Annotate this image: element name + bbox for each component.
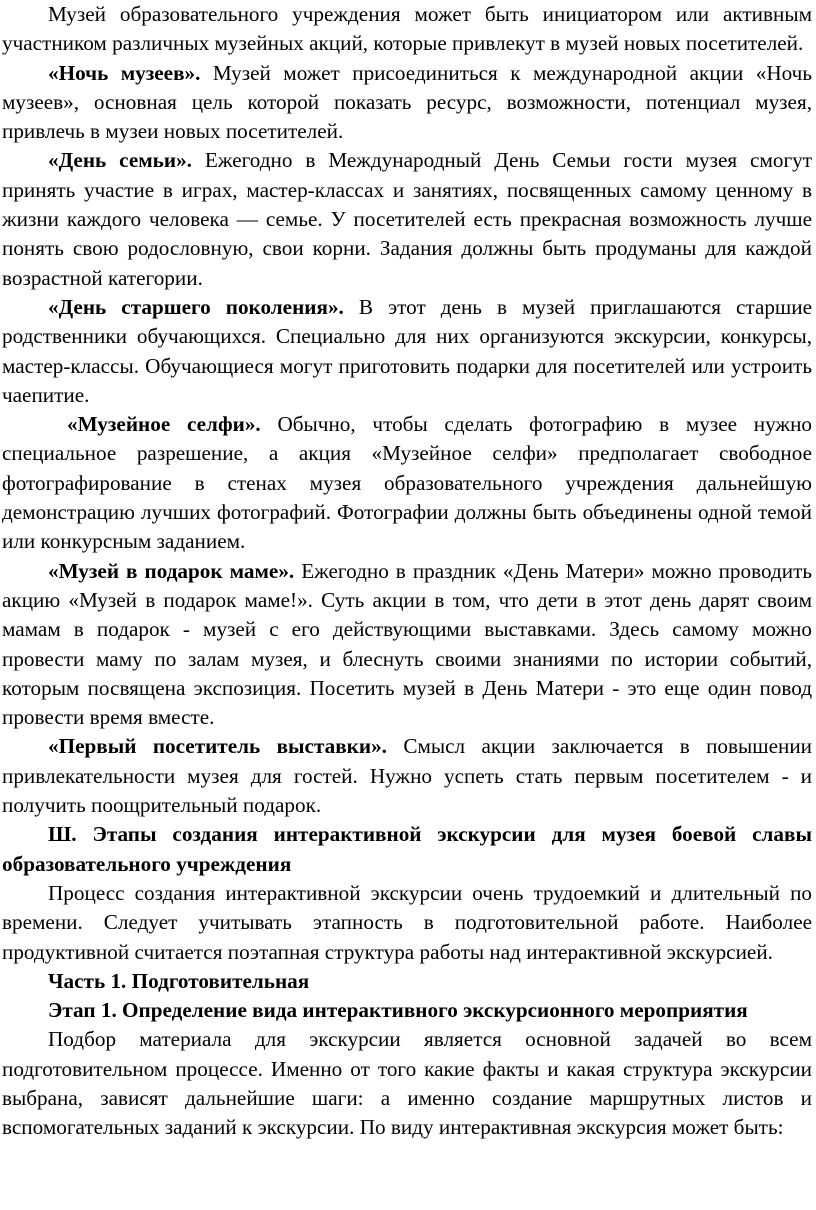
event-description: Ежегодно в Международный День Семьи гости музея смогут принять участие в играх, мастер-классах и занятиях, посвященных самому ценному в жизни каждого человека — семье. У посетителей есть прекрасная возможность лучше понять свою родословную, свои корни. Задания должны быть продуманы для каждой возрастной категории. bbox=[2, 148, 813, 290]
section-intro-text: Процесс создания интерактивной экскурсии очень трудоемкий и длительный по времени. Следует учитывать этапность в подготовительной работе. Наиболее продуктивной считается поэтапная структура работы над интерактивной экскурсией. bbox=[2, 880, 812, 964]
event-description: Ежегодно в праздник «День Матери» можно проводить акцию «Музей в подарок маме!». Суть акции в том, что дети в этот день дарят своим мамам в подарок - музей с его действующими выставками. Здесь самому можно провести маму по залам музея, и блеснуть своими знаниями по истории событий, которым посвящена экспозиция. Посетить музей в День Матери - это еще один повод провести время вместе. bbox=[2, 558, 812, 730]
event-title: «День семьи». bbox=[48, 148, 192, 173]
event-family-day bbox=[2, 146, 812, 292]
event-museum-selfie bbox=[2, 410, 812, 556]
event-title: «Первый посетитель выставки». bbox=[48, 734, 387, 759]
part-heading-text: Часть 1. Подготовительная bbox=[48, 968, 310, 993]
stage-heading-text: Этап 1. Определение вида интерактивного экскурсионного мероприятия bbox=[48, 998, 748, 1023]
event-museum-gift-mother bbox=[2, 557, 812, 733]
event-title: «Ночь музеев». bbox=[48, 60, 201, 85]
event-description: Смысл акции заключается в повышении привлекательности музея для гостей. Нужно успеть стать первым посетителем - и получить поощрительный подарок. bbox=[2, 734, 812, 818]
event-title: «День старшего поколения». bbox=[48, 294, 344, 319]
event-description: В этот день в музей приглашаются старшие родственники обучающихся. Специально для них организуются экскурсии, конкурсы, мастер-классы. Обучающиеся могут приготовить подарки для посетителей или устроить чаепитие. bbox=[2, 294, 812, 407]
stage-heading bbox=[2, 996, 812, 1025]
intro-paragraph bbox=[2, 0, 812, 59]
part-heading bbox=[2, 967, 812, 996]
section-intro-paragraph bbox=[2, 879, 812, 967]
event-night-of-museums bbox=[2, 59, 812, 147]
event-elder-generation-day bbox=[2, 293, 812, 410]
section-heading bbox=[2, 820, 812, 879]
event-first-visitor bbox=[2, 732, 812, 820]
event-description: Музей может присоединиться к международной акции «Ночь музеев», основная цель которой показать ресурс, возможности, потенциал музея, привлечь в музеи новых посетителей. bbox=[2, 60, 813, 144]
event-title: «Музейное селфи». bbox=[67, 412, 261, 437]
event-description: Обычно, чтобы сделать фотографию в музее нужно специальное разрешение, а акция «Музейное селфи» предполагает свободное фотографирование в стенах музея образовательного учреждения дальнейшую демонстрацию лучших фотографий. Фотографии должны быть объединены одной темой или конкурсным заданием. bbox=[2, 412, 813, 554]
intro-text: Музей образовательного учреждения может быть инициатором или активным участником различных музейных акций, которые привлекут в музей новых посетителей. bbox=[2, 2, 812, 56]
stage-paragraph bbox=[2, 1025, 812, 1142]
stage-text: Подбор материала для экскурсии является основной задачей во всем подготовительном процессе. Именно от того какие факты и какая структура экскурсии выбрана, зависят дальнейшие шаги: а именно создание маршрутных листов и вспомогательных заданий к экскурсии. По виду интерактивная экскурсия может быть: bbox=[2, 1027, 812, 1140]
section-heading-text: Ш. Этапы создания интерактивной экскурсии для музея боевой славы образовательного учреждения bbox=[2, 822, 812, 876]
event-title: «Музей в подарок маме». bbox=[48, 558, 295, 583]
